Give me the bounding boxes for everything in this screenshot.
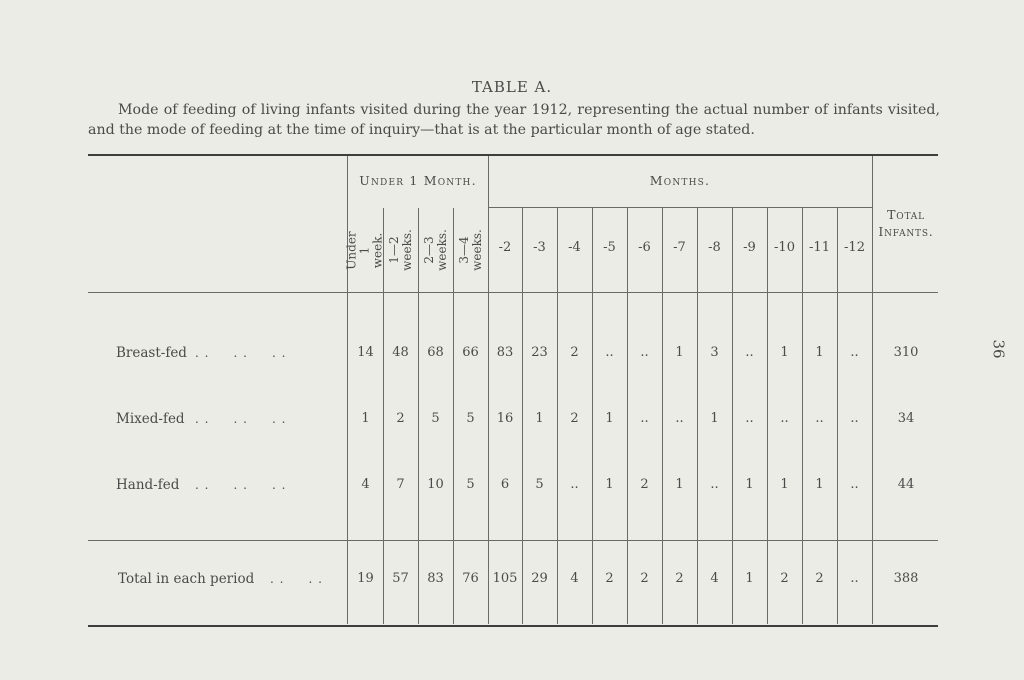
- months-header: Months.: [649, 173, 711, 188]
- row-total-cell: 34: [897, 411, 915, 426]
- table-cell: ..: [815, 411, 824, 426]
- table-cell: ..: [710, 477, 719, 492]
- col-divider-weeks-months: [488, 156, 489, 624]
- month-column-header: -6: [638, 240, 651, 255]
- table-cell: ..: [745, 345, 754, 360]
- table-cell: 1: [605, 411, 614, 426]
- table-cell: 105: [492, 571, 518, 586]
- table-cell: 5: [431, 411, 440, 426]
- row-label: Hand-fed: [116, 477, 180, 493]
- week-column-header: [453, 210, 488, 290]
- table-cell: ..: [640, 345, 649, 360]
- table-cell: 5: [535, 477, 544, 492]
- table-cell: 1: [675, 345, 684, 360]
- month-column-header: -3: [533, 240, 546, 255]
- row-total-cell: 44: [897, 477, 915, 492]
- month-column-header: -5: [603, 240, 616, 255]
- table-cell: 2: [675, 571, 684, 586]
- table-cell: 6: [500, 477, 510, 492]
- month-column-header: -11: [809, 240, 830, 255]
- week-column-header-text: 2—3 weeks.: [421, 229, 449, 271]
- table-cell: 2: [780, 571, 789, 586]
- table-cell: ..: [745, 411, 754, 426]
- table-cell: 10: [427, 477, 444, 492]
- table-heading: TABLE A.: [471, 78, 553, 96]
- table-cell: 4: [570, 571, 579, 586]
- table-cell: 3: [710, 345, 719, 360]
- table-cell: 2: [396, 411, 405, 426]
- table-cell: 5: [466, 411, 475, 426]
- table-cell: 1: [745, 571, 754, 586]
- week-column-header: [418, 210, 453, 290]
- month-column-header: -10: [774, 240, 795, 255]
- table-cell: 1: [361, 411, 370, 426]
- table-cell: 16: [496, 411, 514, 426]
- table-cell: 1: [780, 477, 789, 492]
- table-cell: 2: [815, 571, 824, 586]
- months-underline: [488, 207, 872, 208]
- table-cell: 2: [570, 411, 579, 426]
- header-bottom-rule: [88, 292, 938, 293]
- table-cell: ..: [780, 411, 789, 426]
- top-rule: [88, 154, 938, 156]
- table-cell: 48: [392, 345, 409, 360]
- table-cell: 29: [531, 571, 548, 586]
- month-column-header: -4: [568, 240, 581, 255]
- week-column-header: [345, 210, 385, 290]
- table-cell: 19: [357, 571, 374, 586]
- total-infants-header: Total Infants.: [878, 207, 934, 239]
- month-column-header: -7: [673, 240, 686, 255]
- table-cell: ..: [850, 571, 859, 586]
- table-cell: 57: [392, 571, 409, 586]
- table-cell: ..: [605, 345, 614, 360]
- leader-dots: . . . .: [270, 572, 323, 586]
- month-column-header: -2: [498, 240, 512, 255]
- week-column-header-text: Under 1 week.: [345, 230, 385, 270]
- month-column-header: -9: [743, 240, 756, 255]
- table-cell: ..: [850, 345, 859, 360]
- table-cell: 2: [640, 571, 649, 586]
- month-column-header: -12: [844, 240, 865, 255]
- table-cell: 14: [357, 345, 374, 360]
- table-cell: 1: [675, 477, 684, 492]
- table-cell: 2: [570, 345, 579, 360]
- table-cell: 66: [462, 345, 479, 360]
- table-cell: ..: [675, 411, 684, 426]
- leader-dots: . . . . . .: [195, 346, 287, 360]
- bottom-rule: [88, 625, 938, 627]
- table-cell: 1: [710, 411, 719, 426]
- row-label: Mixed-fed: [116, 411, 185, 427]
- table-cell: 5: [466, 477, 475, 492]
- table-cell: 83: [496, 345, 514, 360]
- table-cell: ..: [850, 411, 859, 426]
- month-column-header: -8: [708, 240, 721, 255]
- row-total-cell: 310: [893, 345, 919, 360]
- table-cell: 4: [361, 477, 370, 492]
- week-column-header-text: 3—4 weeks.: [456, 229, 484, 271]
- table-cell: 2: [640, 477, 649, 492]
- leader-dots: . . . . . .: [195, 412, 287, 426]
- table-cell: 83: [427, 571, 444, 586]
- table-cell: ..: [640, 411, 649, 426]
- table-cell: 7: [396, 477, 405, 492]
- table-caption: Mode of feeding of living infants visited during the year 1912, representing the actual number of infants visited, and the mode of feeding at the time of inquiry—that is at the particular month of age stated.: [88, 102, 940, 138]
- page-number: 36: [989, 339, 1008, 359]
- table-cell: 1: [745, 477, 754, 492]
- under-month-header: Under 1 Month.: [359, 173, 477, 188]
- table-cell: 1: [815, 345, 824, 360]
- week-column-header: [383, 210, 418, 290]
- table-cell: ..: [850, 477, 859, 492]
- leader-dots: . . . . . .: [195, 478, 287, 492]
- row-label: Breast-fed: [116, 345, 187, 361]
- table-cell: 1: [780, 345, 789, 360]
- table-cell: 23: [531, 345, 548, 360]
- col-divider-total: [872, 156, 873, 624]
- table-cell: 76: [462, 571, 479, 586]
- total-separator-rule: [88, 540, 938, 541]
- table-cell: 2: [605, 571, 614, 586]
- table-cell: 1: [605, 477, 614, 492]
- week-column-header-text: 1—2 weeks.: [386, 229, 414, 271]
- table-cell: 1: [815, 477, 824, 492]
- table-cell: 68: [427, 345, 444, 360]
- table-cell: 4: [710, 571, 719, 586]
- table-cell: ..: [570, 477, 579, 492]
- table-cell: 1: [535, 411, 544, 426]
- row-total-cell: 388: [893, 571, 919, 586]
- total-row-label: Total in each period: [118, 571, 255, 587]
